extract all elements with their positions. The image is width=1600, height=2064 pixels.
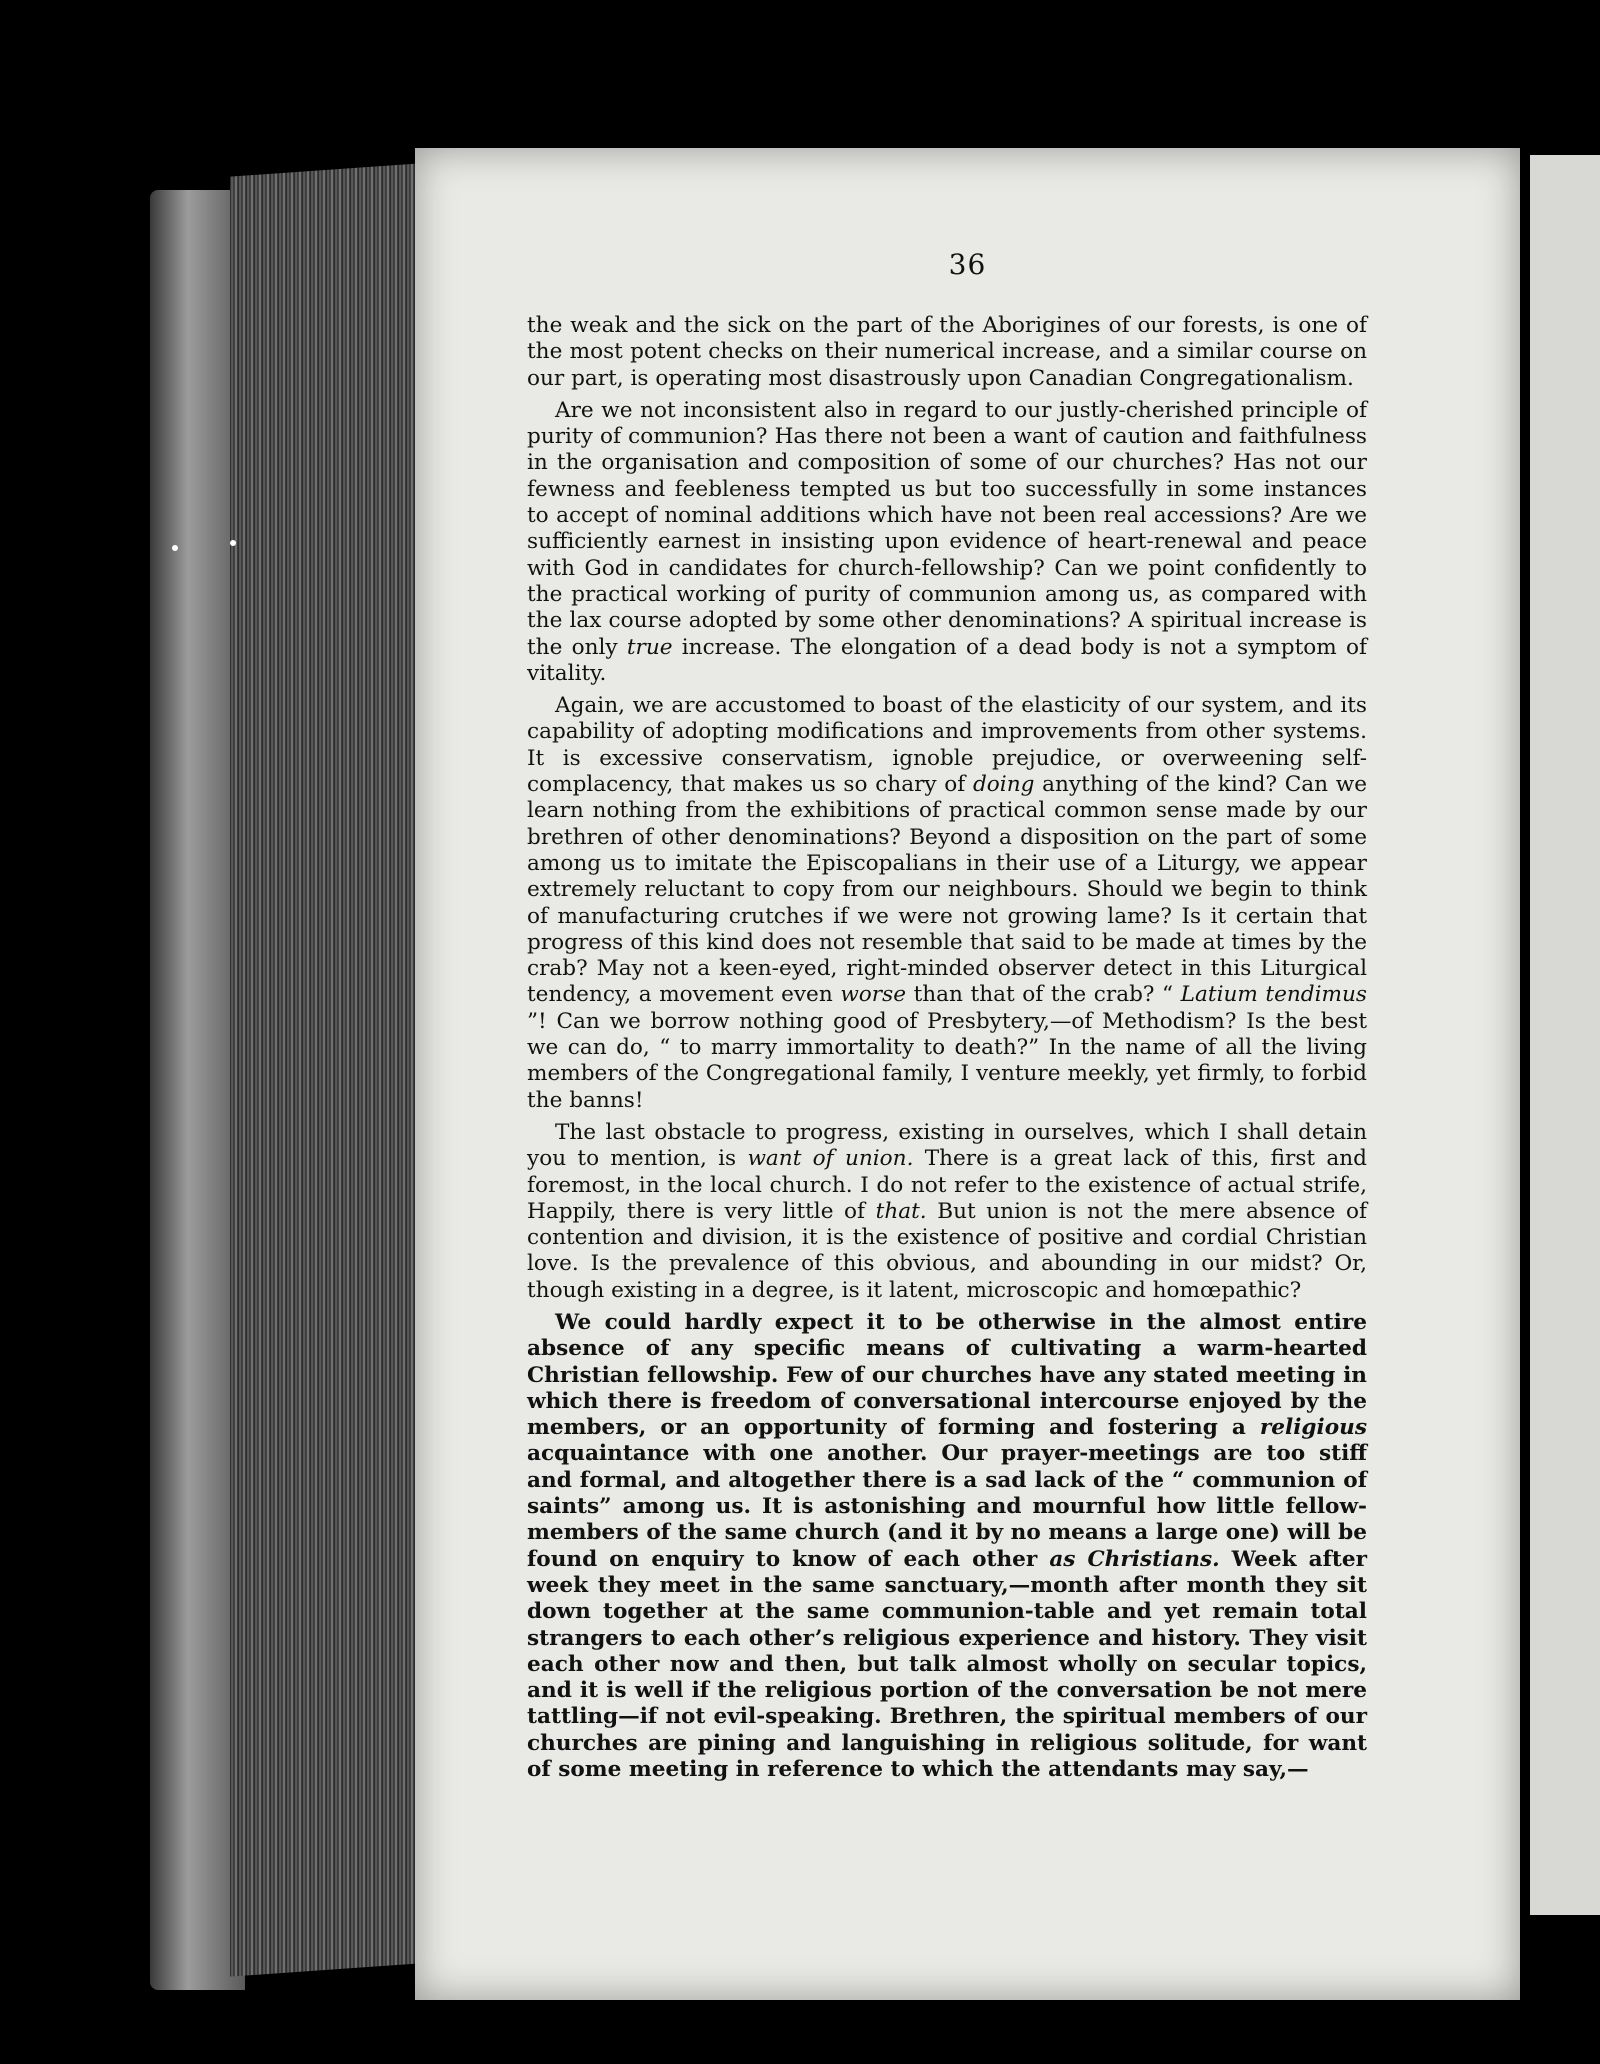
- paragraph-p3: [527, 693, 1367, 1114]
- text-run: anything of the kind? Can we learn nothing from the exhibitions of practical common sense made by our brethren of other denominations? Beyond a disposition on the part of some among us to imitate the Episcopalians in their use of a Liturgy, we appear extremely reluctant to copy from our neighbours. Should we begin to think of manufacturing crutches if we were not growing lame? Is it certain that progress of this kind does not resemble that said to be made at times by the crab? May not a keen-eyed, right-minded observer detect in this Liturgical tendency, a movement even: [527, 772, 1367, 1008]
- book-page: [415, 148, 1520, 2000]
- italic-run: worse: [840, 982, 906, 1008]
- text-run: But union is not the mere absence of contention and division, it is the existence of positive and cordial Christian love. Is the prevalence of this obvious, and abounding in our midst? Or, though existing in a degree, is it latent, microscopic and homœpathic?: [527, 1198, 1367, 1303]
- speck-mark: [172, 545, 178, 551]
- italic-run: want of union.: [747, 1146, 914, 1172]
- italic-run: doing: [972, 772, 1035, 798]
- page-body-text: [527, 313, 1367, 1789]
- book-page-edges: [230, 163, 420, 1976]
- speck-mark: [230, 540, 236, 546]
- text-run: The last obstacle to progress, existing in ourselves, which I shall detain you to mention, is: [527, 1119, 1367, 1172]
- facing-page-edge: [1530, 155, 1600, 1915]
- italic-run: that.: [875, 1198, 927, 1224]
- text-run: Are we not inconsistent also in regard to our justly-cherished principle of purity of communion? Has there not been a want of caution and faithfulness in the organisation and composition of some of our churches? Has not our fewness and feebleness tempted us but too successfully in some instances to accept of nominal additions which have not been real accessions? Are we sufficiently earnest in insisting upon evidence of heart-renewal and peace with God in candidates for church-fellowship? Can we point confidently to the practical working of purity of communion among us, as compared with the lax course adopted by some other denominations? A spiritual increase is the only: [527, 397, 1367, 660]
- paragraph-p2: [527, 398, 1367, 687]
- text-run: the weak and the sick on the part of the Aborigines of our forests, is one of the most potent checks on their numerical increase, and a similar course on our part, is operating most disastrously upon Canadian Congregationalism.: [527, 313, 1367, 391]
- text-run: increase. The elongation of a dead body is not a symptom of vitality.: [527, 634, 1367, 686]
- text-run: Week after week they meet in the same sanctuary,—month after month they sit down together at the same communion-table and yet remain total strangers to each other’s religious experience and history. They visit each other now and then, but talk almost wholly on secular topics, and it is well if the religious portion of the conversation be not mere tattling—if not evil-speaking. Brethren, the spiritual members of our churches are pining and languishing in religious solitude, for want of some meeting in reference to which the attendants may say,—: [527, 1546, 1367, 1783]
- paragraph-p5: [527, 1310, 1367, 1783]
- italic-run: as Christians.: [1049, 1546, 1220, 1572]
- text-run: acquaintance with one another. Our prayer-meetings are too stiff and formal, and altogether there is a sad lack of the “ communion of saints” among us. It is astonishing and mournful how little fellow-members of the same church (and it by no means a large one) will be found on enquiry to know of each other: [527, 1441, 1367, 1572]
- text-run: than that of the crab? “: [906, 982, 1181, 1008]
- text-run: Again, we are accustomed to boast of the elasticity of our system, and its capability of adopting modifications and improvements from other systems. It is excessive conservatism, ignoble prejudice, or overweening self-complacency, that makes us so chary of: [527, 693, 1367, 798]
- paragraph-p1: [527, 313, 1367, 392]
- italic-run: Latium tendimus: [1180, 982, 1367, 1008]
- text-run: We could hardly expect it to be otherwise in the almost entire absence of any specific means of cultivating a warm-hearted Christian fellowship. Few of our churches have any stated meeting in which there is freedom of conversational intercourse enjoyed by the members, or an opportunity of forming and fostering a: [527, 1309, 1367, 1441]
- text-run: There is a great lack of this, first and foremost, in the local church. I do not refer to the existence of actual strife, Happily, there is very little of: [527, 1146, 1367, 1224]
- text-run: ”! Can we borrow nothing good of Presbytery,—of Methodism? Is the best we can do, “ to marry immortality to death?” In the name of all the living members of the Congregational family, I venture meekly, yet firmly, to forbid the banns!: [527, 1008, 1367, 1113]
- page-number: 36: [948, 248, 987, 281]
- italic-run: religious: [1259, 1415, 1367, 1441]
- paragraph-p4: [527, 1120, 1367, 1304]
- italic-run: true: [626, 634, 673, 660]
